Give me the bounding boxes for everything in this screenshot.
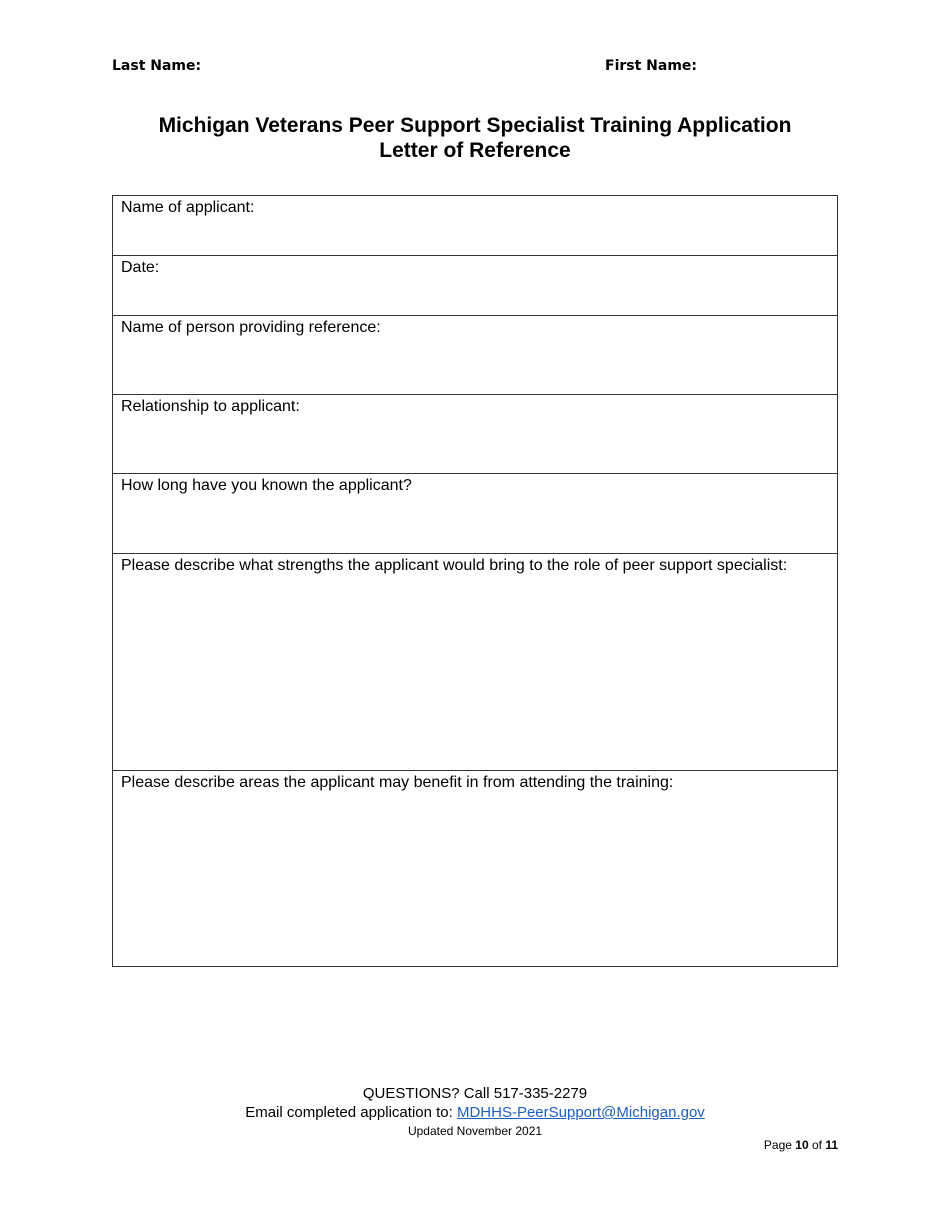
- field-label: Relationship to applicant:: [121, 398, 300, 415]
- field-reference-name[interactable]: [113, 316, 837, 395]
- field-strengths[interactable]: [113, 554, 837, 771]
- email-link[interactable]: MDHHS-PeerSupport@Michigan.gov: [456, 1104, 705, 1121]
- page-title: [0, 113, 950, 163]
- field-date[interactable]: [113, 256, 837, 316]
- page-of: of: [808, 1138, 826, 1152]
- field-label: Name of applicant:: [121, 199, 255, 216]
- field-label: Name of person providing reference:: [121, 319, 381, 336]
- field-label: Please describe areas the applicant may benefit in from attending the training:: [121, 774, 674, 791]
- page-current: 10: [795, 1138, 809, 1152]
- field-label: How long have you known the applicant?: [121, 477, 412, 494]
- page-total: 11: [825, 1138, 838, 1152]
- last-name-label: Last Name:: [112, 58, 202, 74]
- first-name-label: First Name:: [605, 58, 698, 74]
- footer-questions: QUESTIONS? Call 517-335-2279: [362, 1085, 588, 1102]
- page-word: Page: [763, 1138, 796, 1152]
- field-label: Please describe what strengths the applicant would bring to the role of peer support specialist:: [121, 557, 788, 574]
- footer-email-line: [0, 1104, 950, 1122]
- field-applicant-name[interactable]: [113, 196, 837, 256]
- footer-email-prefix: Email completed application to:: [245, 1104, 457, 1121]
- field-label: Date:: [121, 259, 160, 276]
- title-line-1: Michigan Veterans Peer Support Specialist Training Application: [158, 114, 792, 137]
- field-known-duration[interactable]: [113, 474, 837, 554]
- field-benefit-areas[interactable]: [113, 771, 837, 966]
- page-number: [764, 1138, 838, 1152]
- title-line-2: Letter of Reference: [379, 139, 571, 162]
- reference-form-table: [112, 195, 838, 967]
- footer-updated: Updated November 2021: [407, 1124, 543, 1138]
- field-relationship[interactable]: [113, 395, 837, 474]
